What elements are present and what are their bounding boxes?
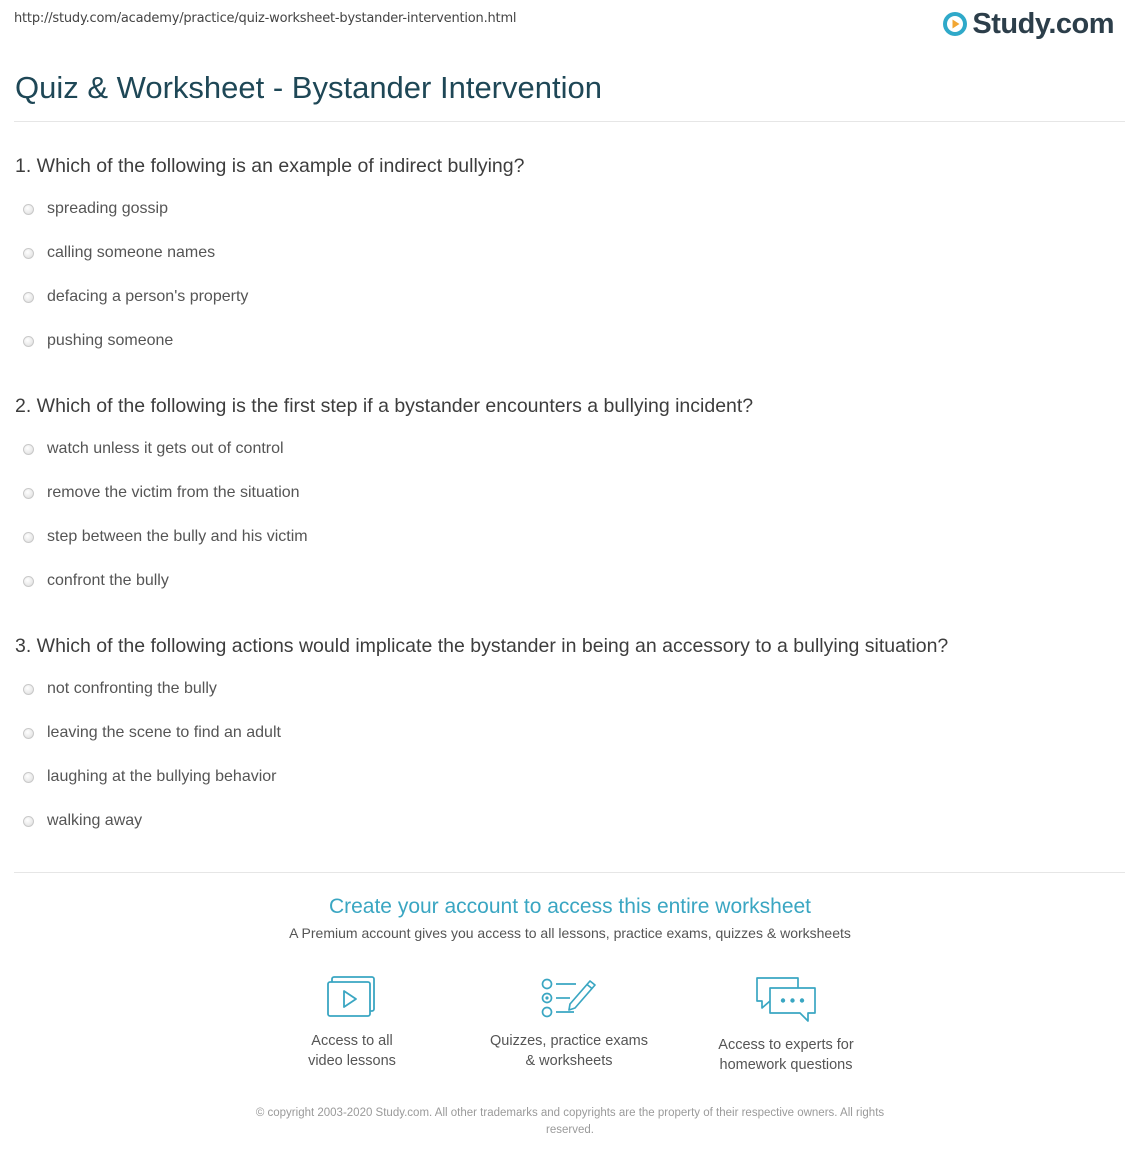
- radio-button[interactable]: [23, 444, 34, 455]
- feature-experts: [676, 975, 896, 1075]
- answer-label: leaving the scene to find an adult: [47, 724, 281, 741]
- question-text: 2. Which of the following is the first step if a bystander encounters a bullying incident?: [15, 395, 754, 417]
- answer-option[interactable]: [23, 482, 300, 504]
- radio-button[interactable]: [23, 576, 34, 587]
- radio-button[interactable]: [23, 816, 34, 827]
- divider: [14, 121, 1125, 122]
- radio-button[interactable]: [23, 684, 34, 695]
- feature-label: Access to experts for homework questions: [718, 1037, 854, 1073]
- answer-option[interactable]: [23, 678, 217, 700]
- feature-label: Access to all video lessons: [308, 1033, 396, 1069]
- radio-button[interactable]: [23, 772, 34, 783]
- premium-description: A Premium account gives you access to all lessons, practice exams, quizzes & worksheets: [289, 925, 851, 941]
- radio-button[interactable]: [23, 292, 34, 303]
- question-text: 1. Which of the following is an example of indirect bullying?: [15, 155, 525, 177]
- radio-button[interactable]: [23, 488, 34, 499]
- answer-option[interactable]: [23, 810, 142, 832]
- study-play-icon: [942, 11, 968, 37]
- answer-label: laughing at the bullying behavior: [47, 768, 277, 785]
- question-text: 3. Which of the following actions would implicate the bystander in being an accessory to a bullying situation?: [15, 635, 949, 657]
- feature-video-lessons: [242, 975, 462, 1071]
- study-logo[interactable]: [942, 7, 1114, 41]
- answer-option[interactable]: [23, 438, 284, 460]
- question-3: [15, 635, 1125, 829]
- divider: [14, 872, 1125, 873]
- answer-label: step between the bully and his victim: [47, 528, 308, 545]
- answer-label: pushing someone: [47, 332, 174, 349]
- answer-label: calling someone names: [47, 244, 216, 261]
- create-account-link[interactable]: Create your account to access this entire worksheet: [328, 895, 812, 918]
- radio-button[interactable]: [23, 336, 34, 347]
- copyright-line: © copyright 2003-2020 Study.com. All other trademarks and copyrights are the property of their respective owners. All rights: [255, 1107, 885, 1119]
- answer-option[interactable]: [23, 570, 169, 592]
- answer-label: walking away: [47, 812, 143, 829]
- answer-label: remove the victim from the situation: [47, 484, 300, 501]
- feature-label: Quizzes, practice exams & worksheets: [490, 1033, 648, 1069]
- question-1: [15, 155, 1125, 349]
- answer-label: not confronting the bully: [47, 680, 217, 697]
- copyright-notice: [0, 1105, 1140, 1139]
- feature-quizzes: [459, 975, 679, 1071]
- top-bar: [0, 0, 1140, 44]
- answer-option[interactable]: [23, 722, 281, 744]
- answer-option[interactable]: [23, 198, 168, 220]
- answer-option[interactable]: [23, 526, 308, 548]
- logo-wordmark: Study.com: [972, 7, 1114, 40]
- answer-option[interactable]: [23, 242, 215, 264]
- answer-label: confront the bully: [47, 572, 169, 589]
- radio-button[interactable]: [23, 248, 34, 259]
- answer-label: defacing a person's property: [47, 288, 249, 305]
- chat-bubbles-icon: [754, 975, 818, 1025]
- answer-option[interactable]: [23, 766, 277, 788]
- answer-option[interactable]: [23, 330, 173, 352]
- page-url: http://study.com/academy/practice/quiz-worksheet-bystander-intervention.html: [14, 11, 517, 26]
- quiz-checklist-icon: [540, 975, 598, 1021]
- answer-option[interactable]: [23, 286, 248, 308]
- radio-button[interactable]: [23, 532, 34, 543]
- copyright-line: reserved.: [546, 1124, 594, 1136]
- video-lessons-icon: [326, 975, 378, 1021]
- question-2: [15, 395, 1125, 589]
- radio-button[interactable]: [23, 728, 34, 739]
- answer-label: spreading gossip: [47, 200, 168, 217]
- answer-label: watch unless it gets out of control: [47, 440, 284, 457]
- page-title: Quiz & Worksheet - Bystander Intervention: [15, 70, 602, 105]
- radio-button[interactable]: [23, 204, 34, 215]
